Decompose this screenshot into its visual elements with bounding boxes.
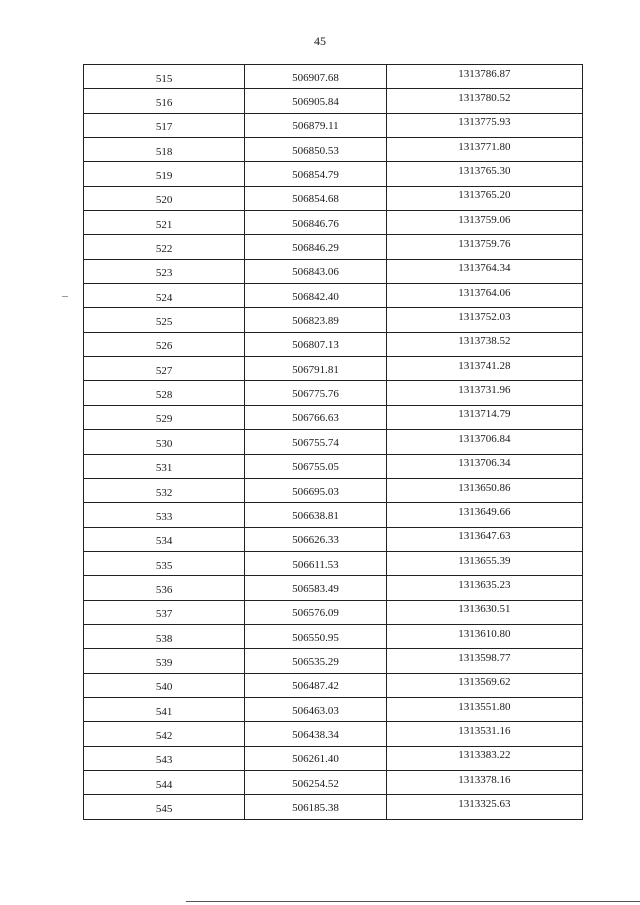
y-coordinate-cell xyxy=(386,503,582,527)
x-coordinate-cell xyxy=(245,332,387,356)
y-coordinate-cell xyxy=(386,795,582,819)
table-row xyxy=(84,259,583,283)
y-coordinate-cell xyxy=(386,332,582,356)
x-coordinate-cell xyxy=(245,576,387,600)
cell-value: 506550.95 xyxy=(292,631,339,644)
table-row xyxy=(84,65,583,89)
point-number-cell xyxy=(84,503,245,527)
x-coordinate-cell xyxy=(245,308,387,332)
cell-value: 524 xyxy=(155,291,173,304)
x-coordinate-cell xyxy=(245,722,387,746)
x-coordinate-cell xyxy=(245,649,387,673)
x-coordinate-cell xyxy=(245,186,387,210)
cell-value: 542 xyxy=(155,729,173,742)
cell-value: 530 xyxy=(155,437,173,450)
table-row xyxy=(84,576,583,600)
cell-value: 506843.06 xyxy=(292,266,339,279)
x-coordinate-cell xyxy=(245,454,387,478)
cell-value: 532 xyxy=(155,486,173,499)
cell-value: 1313569.62 xyxy=(458,676,511,689)
point-number-cell xyxy=(84,697,245,721)
x-coordinate-cell xyxy=(245,624,387,648)
table-row xyxy=(84,600,583,624)
y-coordinate-cell xyxy=(386,113,582,137)
point-number-cell xyxy=(84,405,245,429)
y-coordinate-cell xyxy=(386,405,582,429)
cell-value: 506487.42 xyxy=(292,680,339,693)
cell-value: 506576.09 xyxy=(292,607,339,620)
cell-value: 506791.81 xyxy=(292,363,339,376)
cell-value: 1313775.93 xyxy=(458,116,511,129)
cell-value: 506254.52 xyxy=(292,777,339,790)
x-coordinate-cell xyxy=(245,795,387,819)
cell-value: 519 xyxy=(155,170,173,183)
cell-value: 1313780.52 xyxy=(458,92,511,105)
cell-value: 516 xyxy=(155,97,173,110)
cell-value: 1313706.84 xyxy=(458,432,511,445)
page-number: 45 xyxy=(314,34,326,48)
point-number-cell xyxy=(84,454,245,478)
y-coordinate-cell xyxy=(386,478,582,502)
table-row xyxy=(84,624,583,648)
cell-value: 506755.74 xyxy=(292,436,339,449)
cell-value: 506854.68 xyxy=(292,193,339,206)
margin-mark xyxy=(62,296,68,297)
point-number-cell xyxy=(84,381,245,405)
cell-value: 506766.63 xyxy=(292,412,339,425)
cell-value: 506185.38 xyxy=(292,801,339,814)
y-coordinate-cell xyxy=(386,649,582,673)
point-number-cell xyxy=(84,186,245,210)
y-coordinate-cell xyxy=(386,211,582,235)
cell-value: 517 xyxy=(155,121,173,134)
point-number-cell xyxy=(84,795,245,819)
cell-value: 534 xyxy=(155,535,173,548)
page-bottom-rule xyxy=(186,901,640,902)
x-coordinate-cell xyxy=(245,138,387,162)
table-row xyxy=(84,503,583,527)
x-coordinate-cell xyxy=(245,65,387,89)
point-number-cell xyxy=(84,65,245,89)
y-coordinate-cell xyxy=(386,357,582,381)
y-coordinate-cell xyxy=(386,65,582,89)
y-coordinate-cell xyxy=(386,284,582,308)
cell-value: 506535.29 xyxy=(292,655,339,668)
cell-value: 1313759.76 xyxy=(458,238,511,251)
x-coordinate-cell xyxy=(245,405,387,429)
table-row xyxy=(84,746,583,770)
cell-value: 506261.40 xyxy=(292,753,339,766)
point-number-cell xyxy=(84,284,245,308)
table-row xyxy=(84,770,583,794)
cell-value: 1313764.06 xyxy=(458,286,511,299)
x-coordinate-cell xyxy=(245,551,387,575)
table-row xyxy=(84,795,583,819)
x-coordinate-cell xyxy=(245,113,387,137)
cell-value: 544 xyxy=(155,778,173,791)
cell-value: 506695.03 xyxy=(292,485,339,498)
table-row xyxy=(84,722,583,746)
point-number-cell xyxy=(84,89,245,113)
cell-value: 543 xyxy=(155,754,173,767)
cell-value: 1313738.52 xyxy=(458,335,511,348)
cell-value: 1313325.63 xyxy=(458,797,511,810)
cell-value: 1313635.23 xyxy=(458,578,511,591)
cell-value: 539 xyxy=(155,656,173,669)
cell-value: 535 xyxy=(155,559,173,572)
table-row xyxy=(84,381,583,405)
cell-value: 1313731.96 xyxy=(458,384,511,397)
cell-value: 1313630.51 xyxy=(458,603,511,616)
point-number-cell xyxy=(84,235,245,259)
cell-value: 537 xyxy=(155,608,173,621)
table-row xyxy=(84,162,583,186)
cell-value: 528 xyxy=(155,389,173,402)
table-row xyxy=(84,211,583,235)
table-row xyxy=(84,89,583,113)
point-number-cell xyxy=(84,600,245,624)
point-number-cell xyxy=(84,308,245,332)
point-number-cell xyxy=(84,649,245,673)
cell-value: 506907.68 xyxy=(292,71,339,84)
cell-value: 506755.05 xyxy=(292,461,339,474)
cell-value: 1313649.66 xyxy=(458,505,511,518)
cell-value: 506807.13 xyxy=(292,339,339,352)
cell-value: 515 xyxy=(155,72,173,85)
cell-value: 506846.29 xyxy=(292,242,339,255)
y-coordinate-cell xyxy=(386,722,582,746)
point-number-cell xyxy=(84,673,245,697)
y-coordinate-cell xyxy=(386,770,582,794)
cell-value: 506846.76 xyxy=(292,217,339,230)
cell-value: 536 xyxy=(155,583,173,596)
cell-value: 506879.11 xyxy=(292,120,339,133)
x-coordinate-cell xyxy=(245,430,387,454)
x-coordinate-cell xyxy=(245,284,387,308)
cell-value: 1313771.80 xyxy=(458,140,511,153)
cell-value: 529 xyxy=(155,413,173,426)
table-row xyxy=(84,673,583,697)
cell-value: 521 xyxy=(155,218,173,231)
cell-value: 1313610.80 xyxy=(458,627,511,640)
point-number-cell xyxy=(84,162,245,186)
cell-value: 506850.53 xyxy=(292,144,339,157)
x-coordinate-cell xyxy=(245,697,387,721)
cell-value: 506611.53 xyxy=(292,558,339,571)
x-coordinate-cell xyxy=(245,673,387,697)
point-number-cell xyxy=(84,113,245,137)
cell-value: 1313706.34 xyxy=(458,457,511,470)
x-coordinate-cell xyxy=(245,746,387,770)
table-row xyxy=(84,284,583,308)
cell-value: 1313647.63 xyxy=(458,530,511,543)
cell-value: 1313531.16 xyxy=(458,724,511,737)
y-coordinate-cell xyxy=(386,308,582,332)
y-coordinate-cell xyxy=(386,235,582,259)
cell-value: 506842.40 xyxy=(292,290,339,303)
table-row xyxy=(84,430,583,454)
cell-value: 1313650.86 xyxy=(458,481,511,494)
table-row xyxy=(84,332,583,356)
cell-value: 1313378.16 xyxy=(458,773,511,786)
x-coordinate-cell xyxy=(245,381,387,405)
x-coordinate-cell xyxy=(245,211,387,235)
cell-value: 531 xyxy=(155,462,173,475)
point-number-cell xyxy=(84,722,245,746)
y-coordinate-cell xyxy=(386,89,582,113)
point-number-cell xyxy=(84,430,245,454)
table-row xyxy=(84,113,583,137)
cell-value: 518 xyxy=(155,145,173,158)
table-row xyxy=(84,649,583,673)
coordinates-table xyxy=(83,64,583,820)
x-coordinate-cell xyxy=(245,162,387,186)
cell-value: 506626.33 xyxy=(292,534,339,547)
y-coordinate-cell xyxy=(386,551,582,575)
y-coordinate-cell xyxy=(386,673,582,697)
cell-value: 1313765.20 xyxy=(458,189,511,202)
table-row xyxy=(84,308,583,332)
x-coordinate-cell xyxy=(245,527,387,551)
cell-value: 1313786.87 xyxy=(458,67,511,80)
point-number-cell xyxy=(84,527,245,551)
point-number-cell xyxy=(84,332,245,356)
y-coordinate-cell xyxy=(386,454,582,478)
point-number-cell xyxy=(84,357,245,381)
y-coordinate-cell xyxy=(386,600,582,624)
cell-value: 1313598.77 xyxy=(458,651,511,664)
cell-value: 1313764.34 xyxy=(458,262,511,275)
cell-value: 506854.79 xyxy=(292,169,339,182)
cell-value: 1313759.06 xyxy=(458,213,511,226)
x-coordinate-cell xyxy=(245,478,387,502)
x-coordinate-cell xyxy=(245,235,387,259)
y-coordinate-cell xyxy=(386,259,582,283)
point-number-cell xyxy=(84,770,245,794)
point-number-cell xyxy=(84,746,245,770)
point-number-cell xyxy=(84,211,245,235)
cell-value: 1313765.30 xyxy=(458,165,511,178)
table-row xyxy=(84,235,583,259)
y-coordinate-cell xyxy=(386,697,582,721)
table-row xyxy=(84,357,583,381)
cell-value: 1313655.39 xyxy=(458,554,511,567)
cell-value: 1313714.79 xyxy=(458,408,511,421)
cell-value: 1313741.28 xyxy=(458,359,511,372)
point-number-cell xyxy=(84,576,245,600)
x-coordinate-cell xyxy=(245,357,387,381)
cell-value: 506638.81 xyxy=(292,509,339,522)
table-row xyxy=(84,454,583,478)
point-number-cell xyxy=(84,259,245,283)
y-coordinate-cell xyxy=(386,430,582,454)
y-coordinate-cell xyxy=(386,746,582,770)
x-coordinate-cell xyxy=(245,600,387,624)
cell-value: 541 xyxy=(155,705,173,718)
y-coordinate-cell xyxy=(386,381,582,405)
cell-value: 506463.03 xyxy=(292,704,339,717)
cell-value: 1313551.80 xyxy=(458,700,511,713)
table-row xyxy=(84,527,583,551)
table-row xyxy=(84,551,583,575)
cell-value: 506823.89 xyxy=(292,315,339,328)
cell-value: 522 xyxy=(155,243,173,256)
cell-value: 545 xyxy=(155,802,173,815)
x-coordinate-cell xyxy=(245,259,387,283)
table-row xyxy=(84,478,583,502)
cell-value: 1313383.22 xyxy=(458,749,511,762)
table-row xyxy=(84,405,583,429)
point-number-cell xyxy=(84,138,245,162)
cell-value: 506905.84 xyxy=(292,96,339,109)
coordinates-table-body xyxy=(84,65,583,820)
table-row xyxy=(84,186,583,210)
cell-value: 540 xyxy=(155,681,173,694)
cell-value: 538 xyxy=(155,632,173,645)
cell-value: 523 xyxy=(155,267,173,280)
y-coordinate-cell xyxy=(386,576,582,600)
cell-value: 520 xyxy=(155,194,173,207)
y-coordinate-cell xyxy=(386,527,582,551)
cell-value: 533 xyxy=(155,510,173,523)
table-row xyxy=(84,138,583,162)
y-coordinate-cell xyxy=(386,624,582,648)
x-coordinate-cell xyxy=(245,89,387,113)
table-row xyxy=(84,697,583,721)
y-coordinate-cell xyxy=(386,138,582,162)
x-coordinate-cell xyxy=(245,770,387,794)
cell-value: 506775.76 xyxy=(292,388,339,401)
point-number-cell xyxy=(84,551,245,575)
y-coordinate-cell xyxy=(386,186,582,210)
cell-value: 506583.49 xyxy=(292,582,339,595)
point-number-cell xyxy=(84,478,245,502)
cell-value: 1313752.03 xyxy=(458,311,511,324)
point-number-cell xyxy=(84,624,245,648)
x-coordinate-cell xyxy=(245,503,387,527)
cell-value: 526 xyxy=(155,340,173,353)
cell-value: 527 xyxy=(155,364,173,377)
y-coordinate-cell xyxy=(386,162,582,186)
cell-value: 506438.34 xyxy=(292,728,339,741)
cell-value: 525 xyxy=(155,316,173,329)
